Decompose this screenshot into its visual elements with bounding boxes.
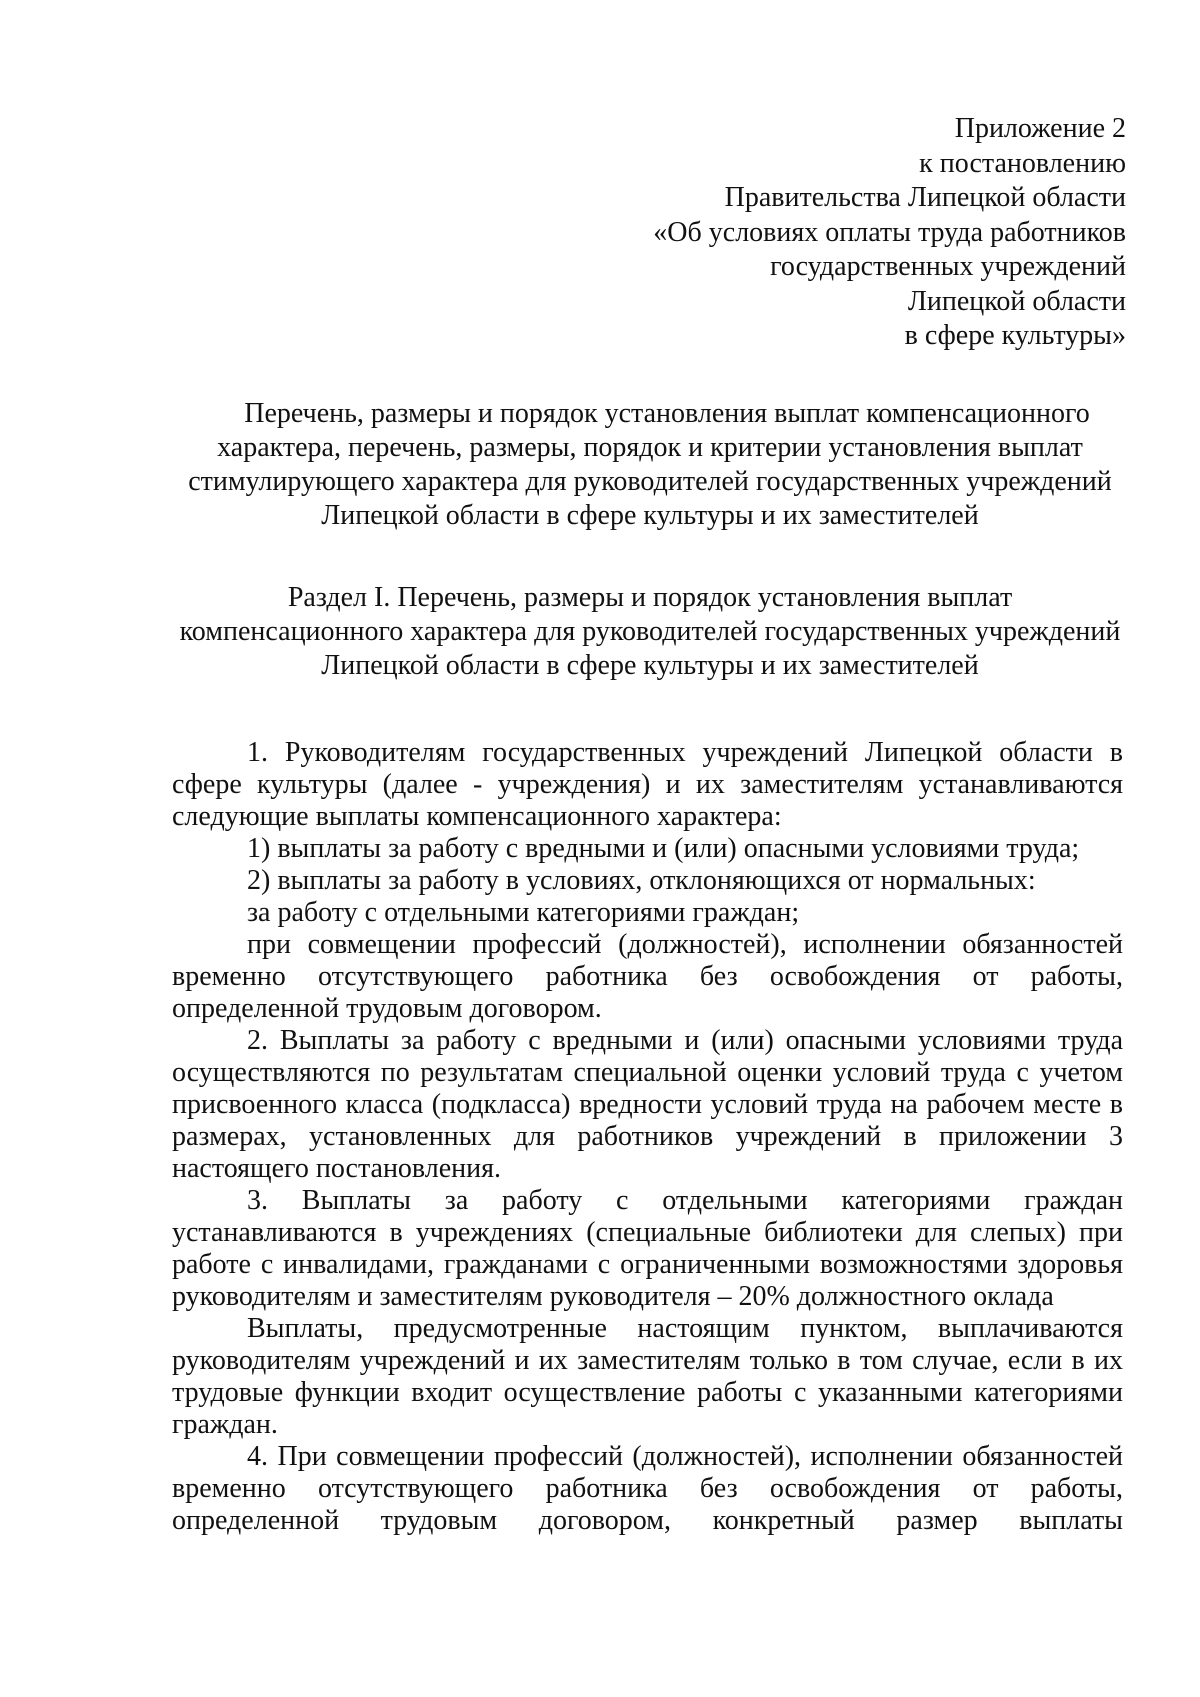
paragraph-subitem-2b: при совмещении профессий (должностей), исполнении обязанностей временно отсутствующего работника без освобождения от работы, определенной трудовым договором. bbox=[172, 929, 1123, 1024]
title-line: Липецкой области в сфере культуры и их заместителей bbox=[321, 500, 979, 531]
section-title-line: компенсационного характера для руководителей государственных учреждений bbox=[179, 616, 1121, 647]
paragraph-item-1: 1. Руководителям государственных учреждений Липецкой области в сфере культуры (далее - учреждения) и их заместителям устанавливаются следующие выплаты компенсационного характера: bbox=[172, 737, 1123, 832]
annex-line: Липецкой области bbox=[907, 285, 1126, 317]
paragraph-subitem-2: 2) выплаты за работу в условиях, отклоняющихся от нормальных: bbox=[247, 865, 1036, 896]
title-line: характера, перечень, размеры, порядок и критерии установления выплат bbox=[217, 432, 1083, 463]
paragraph-subitem-1: 1) выплаты за работу с вредными и (или) опасными условиями труда; bbox=[247, 833, 1080, 864]
annex-line: в сфере культуры» bbox=[904, 320, 1126, 351]
annex-line: Правительства Липецкой области bbox=[724, 182, 1126, 213]
title-line: стимулирующего характера для руководителей государственных учреждений bbox=[188, 466, 1112, 497]
paragraph-item-4: 4. При совмещении профессий (должностей), исполнении обязанностей временно отсутствующего работника без освобождения от работы, определенной трудовым договором, конкретный размер выплаты bbox=[172, 1441, 1123, 1536]
annex-line: Приложение 2 bbox=[954, 113, 1126, 144]
paragraph-item-2: 2. Выплаты за работу с вредными и (или) опасными условиями труда осуществляются по результатам специальной оценки условий труда с учетом присвоенного класса (подкласса) вредности условий труда на рабочем месте в размерах, установленных для работников учреждений в приложении 3 настоящего постановления. bbox=[172, 1025, 1123, 1184]
document-title bbox=[170, 397, 1130, 533]
annex-line: к постановлению bbox=[919, 147, 1126, 179]
section-title-line: Липецкой области в сфере культуры и их заместителей bbox=[321, 650, 979, 681]
paragraph-item-3: 3. Выплаты за работу с отдельными категориями граждан устанавливаются в учреждениях (специальные библиотеки для слепых) при работе с инвалидами, гражданами с ограниченными возможностями здоровья руководителям и заместителям руководителя – 20% должностного оклада bbox=[172, 1185, 1123, 1312]
annex-line: «Об условиях оплаты труда работников bbox=[653, 216, 1126, 248]
paragraph-subitem-2a: за работу с отдельными категориями граждан; bbox=[247, 897, 800, 928]
paragraph-item-3-note: Выплаты, предусмотренные настоящим пунктом, выплачиваются руководителям учреждений и их заместителям только в том случае, если в их трудовые функции входит осуществление работы с указанными категориями граждан. bbox=[172, 1313, 1123, 1440]
document-body bbox=[172, 737, 1123, 1537]
section-title-line: Раздел I. Перечень, размеры и порядок установления выплат bbox=[287, 582, 1013, 613]
annex-line: государственных учреждений bbox=[770, 251, 1126, 282]
annex-header bbox=[526, 112, 1126, 354]
section-title bbox=[170, 581, 1130, 683]
title-line: Перечень, размеры и порядок установления выплат компенсационного bbox=[244, 398, 1090, 429]
